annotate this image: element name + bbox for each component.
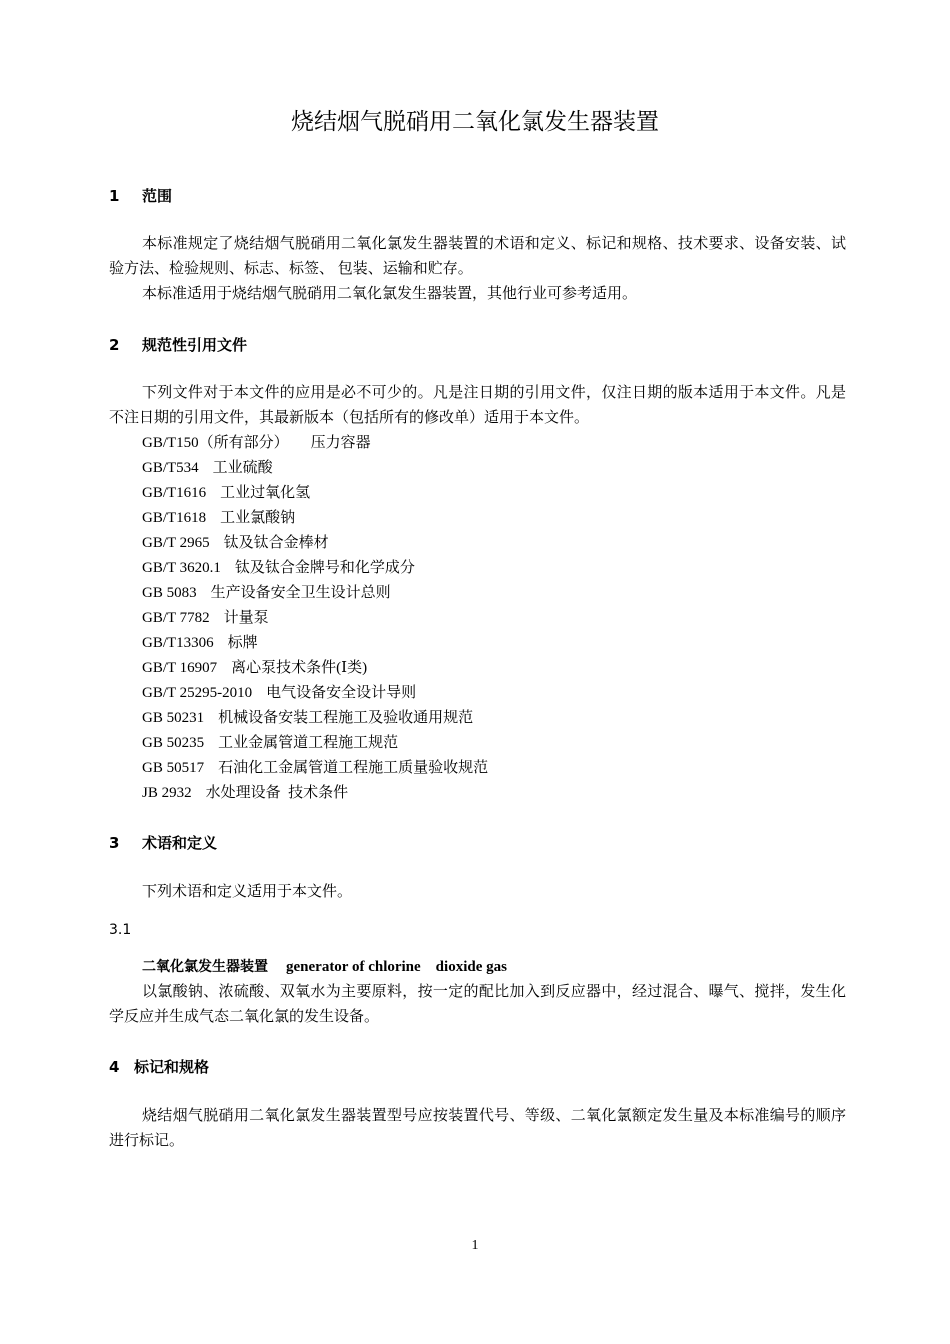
term-definition: 以氯酸钠、浓硫酸、双氧水为主要原料，按一定的配比加入到反应器中，经过混合、曝气、搅拌，发生化学反应并生成气态二氧化氯的发生设备。 xyxy=(109,984,846,1025)
reference-list xyxy=(142,431,488,806)
reference-code: GB/T150（所有部分） xyxy=(142,435,289,451)
reference-code: GB/T534 xyxy=(142,460,199,476)
reference-title: 工业硫酸 xyxy=(212,460,273,476)
section-title: 标记和规格 xyxy=(134,1058,210,1076)
reference-title: 工业金属管道工程施工规范 xyxy=(218,735,399,751)
reference-code: GB/T 2965 xyxy=(142,535,210,551)
reference-title: 钛及钛合金牌号和化学成分 xyxy=(234,560,415,576)
reference-code: GB 50235 xyxy=(142,735,205,751)
reference-title: 石油化工金属管道工程施工质量验收规范 xyxy=(218,760,489,776)
reference-item xyxy=(142,756,488,781)
section-heading-scope xyxy=(109,184,172,208)
scope-paragraph: 本标准规定了烧结烟气脱硝用二氧化氯发生器装置的术语和定义、标记和规格、技术要求、设备安装、试验方法、检验规则、标志、标签、 包装、运输和贮存。 xyxy=(109,236,846,277)
reference-item xyxy=(142,456,488,481)
reference-item xyxy=(142,631,488,656)
scope-applicability-paragraph: 本标准适用于烧结烟气脱硝用二氧化氯发生器装置，其他行业可参考适用。 xyxy=(142,286,638,302)
reference-item xyxy=(142,656,488,681)
reference-item xyxy=(142,531,488,556)
reference-code: GB/T1616 xyxy=(142,485,207,501)
reference-title: 压力容器 xyxy=(310,435,371,451)
reference-code: GB/T1618 xyxy=(142,510,207,526)
reference-code: GB 5083 xyxy=(142,585,197,601)
section-heading-normative-references xyxy=(109,333,247,357)
references-intro-paragraph: 下列文件对于本文件的应用是必不可少的。凡是注日期的引用文件，仅注日期的版本适用于本文件。凡是不注日期的引用文件，其最新版本（包括所有的修改单）适用于本文件。 xyxy=(109,385,846,426)
reference-title: 钛及钛合金棒材 xyxy=(223,535,329,551)
reference-item xyxy=(142,431,488,456)
reference-item xyxy=(142,681,488,706)
term-english: generator of chlorine dioxide gas xyxy=(286,959,507,975)
reference-title: 生产设备安全卫生设计总则 xyxy=(210,585,391,601)
reference-title: 工业过氧化氢 xyxy=(220,485,311,501)
reference-code: GB/T 7782 xyxy=(142,610,210,626)
reference-item xyxy=(142,706,488,731)
reference-title: 机械设备安装工程施工及验收通用规范 xyxy=(218,710,474,726)
reference-code: GB/T 25295-2010 xyxy=(142,685,253,701)
section-title: 术语和定义 xyxy=(142,834,218,852)
section-heading-terms-definitions xyxy=(109,831,217,855)
reference-item xyxy=(142,781,488,806)
reference-code: GB 50231 xyxy=(142,710,205,726)
document-title: 烧结烟气脱硝用二氧化氯发生器装置 xyxy=(291,109,659,135)
reference-item xyxy=(142,581,488,606)
section-number: 4 xyxy=(109,1058,120,1076)
section-title: 规范性引用文件 xyxy=(142,336,248,354)
reference-title: 工业氯酸钠 xyxy=(220,510,296,526)
reference-code: GB/T 16907 xyxy=(142,660,218,676)
reference-item xyxy=(142,606,488,631)
reference-title: 计量泵 xyxy=(223,610,269,626)
reference-item xyxy=(142,506,488,531)
reference-code: GB/T 3620.1 xyxy=(142,560,221,576)
clause-number: 3.1 xyxy=(109,922,132,938)
reference-title: 离心泵技术条件(Ⅰ类) xyxy=(231,660,368,676)
reference-code: JB 2932 xyxy=(142,785,192,801)
section-number: 3 xyxy=(109,834,120,852)
terms-intro-paragraph: 下列术语和定义适用于本文件。 xyxy=(142,884,353,900)
reference-title: 水处理设备 技术条件 xyxy=(205,785,349,801)
section-heading-marking-specifications xyxy=(109,1055,209,1079)
reference-item xyxy=(142,481,488,506)
marking-paragraph: 烧结烟气脱硝用二氧化氯发生器装置型号应按装置代号、等级、二氧化氯额定发生量及本标准编号的顺序进行标记。 xyxy=(109,1108,846,1149)
term-chinese: 二氧化氯发生器装置 xyxy=(142,959,268,975)
reference-item xyxy=(142,731,488,756)
page-number: 1 xyxy=(471,1238,479,1253)
reference-code: GB/T13306 xyxy=(142,635,214,651)
term-entry xyxy=(142,955,507,980)
reference-item xyxy=(142,556,488,581)
section-title: 范围 xyxy=(142,187,173,205)
section-number: 2 xyxy=(109,336,120,354)
section-number: 1 xyxy=(109,187,120,205)
reference-title: 标牌 xyxy=(227,635,258,651)
reference-title: 电气设备安全设计导则 xyxy=(266,685,417,701)
reference-code: GB 50517 xyxy=(142,760,205,776)
